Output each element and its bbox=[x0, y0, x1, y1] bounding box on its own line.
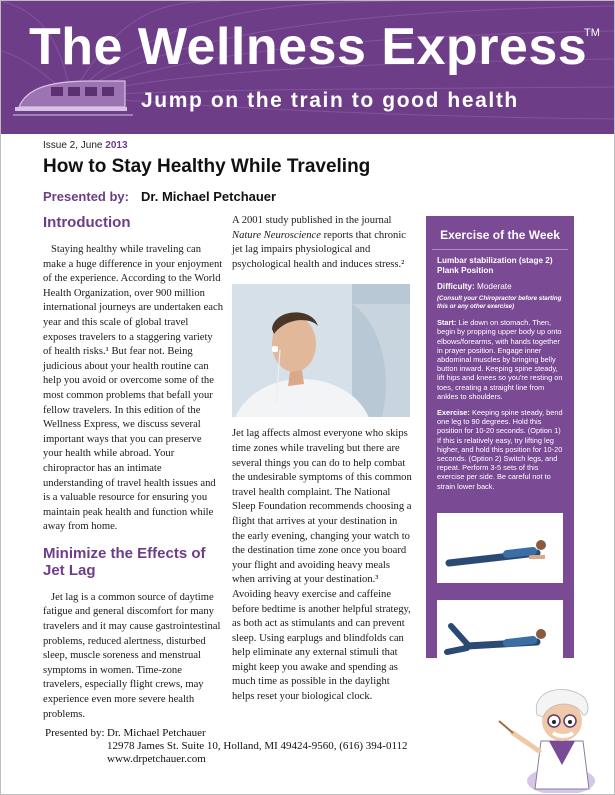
exercise-name: Lumbar stabilization (stage 2) Plank Position bbox=[437, 256, 553, 275]
footer-website[interactable]: www.drpetchauer.com bbox=[107, 753, 206, 765]
start-text: Lie down on stomach. Then, begin by propping upper body up onto elbows/forearms, with hands together in prayer position. Engage inner abdominal muscles by bringing belly button inward. Keeping spine steady, lift hips and knees so you're resting on toes, creating a straight line from ankles to shoulders. bbox=[437, 318, 563, 401]
professor-mascot-icon bbox=[491, 681, 611, 793]
exercise-text: Keeping spine steady, bend one leg to 90 degrees. Hold this position for 10-20 seconds. (Option 1) If this is relatively easy, try lifting leg higher, and hold this position for 10-20 seconds. (Option 2) Switch legs, and repeat. Perform 3-5 sets of this exercise per side. Be careful not to strain lower back. bbox=[437, 408, 563, 491]
study-text-end: reports that chronic jet lag impairs physiological and psychological health and induces stress.² bbox=[232, 229, 406, 270]
study-paragraph bbox=[232, 214, 412, 272]
trademark-symbol: TM bbox=[584, 27, 600, 39]
consult-note: (Consult your Chiropractor before starting this or any other exercise) bbox=[437, 295, 562, 311]
column-left bbox=[43, 214, 223, 722]
exercise-label: Exercise: bbox=[437, 408, 470, 418]
difficulty-label: Difficulty: bbox=[437, 282, 475, 291]
plank-leg-lift-image bbox=[437, 600, 563, 670]
traveler-photo bbox=[232, 284, 410, 417]
footer-name: Dr. Michael Petchauer bbox=[107, 727, 206, 739]
plank-photo-1 bbox=[437, 513, 563, 583]
plank-photo-2 bbox=[437, 600, 563, 670]
train-icon bbox=[13, 73, 133, 123]
footer-name-row bbox=[45, 727, 408, 740]
difficulty-value: Moderate bbox=[477, 282, 512, 291]
header-banner bbox=[1, 1, 615, 134]
intro-paragraph bbox=[43, 243, 223, 535]
column-middle bbox=[232, 214, 412, 705]
masthead-title: The Wellness Express bbox=[29, 18, 588, 76]
jetlag-text: Jet lag is a common source of daytime fatigue and general discomfort for many travelers and it may cause gastrointestinal problems, reduced alertness, disturbed sleep, muscle soreness and menstrual symptoms in women. Time-zone travelers, especially flight crews, may experience even more severe health problems. bbox=[43, 591, 221, 720]
exercise-of-week-title: Exercise of the Week bbox=[440, 228, 560, 242]
jetlag-paragraph bbox=[43, 591, 223, 722]
exercise-instructions bbox=[437, 408, 565, 491]
sleeping-traveler-image bbox=[232, 284, 410, 417]
jetlag-tips-text: Jet lag affects almost everyone who skips time zones while traveling but there are several things you can do to help combat the undesirable symptoms of this common travel health complaint. The National Sleep Foundation recommends choosing a flight that arrives at your destination in the early evening, changing your watch to the destination time zone once you board your flight and avoiding heavy meals when arriving at your destination.³ Avoiding heavy exercise and caffeine before bedtime is another helpful strategy, as both act as stimulants and can prevent sleep. Using earplugs and blindfolds can help eliminate any external stimuli that might keep you awake and spending as much time as possible in the daylight helps reset your biological clock. bbox=[232, 428, 412, 703]
intro-text: Staying healthy while traveling can make a huge difference in your enjoyment of the experience. According to the World Health Organization, over 900 million international journeys are undertaken each year and this scale of global travel exposes travelers to a staggering variety of health risks.¹ But fear not. Being judicious about your health routine can help you avoid or overcome some of the most common problems that befall your fellow travelers. In this edition of the Wellness Express, we discuss several important ways that you can preserve your health while abroad. Your chiropractor has an intimate understanding of travel health issues and is a valuable resource for ensuring you maintain peak health and function while away from home. bbox=[43, 244, 224, 533]
start-instructions bbox=[437, 318, 565, 401]
study-text-start: A 2001 study published in the journal bbox=[232, 215, 392, 226]
plank-figure-image bbox=[437, 513, 563, 583]
footer-address: 12978 James St. Suite 10, Holland, MI 49424-9560, (616) 394-0112 bbox=[107, 740, 408, 752]
footer-label: Presented by: bbox=[45, 727, 105, 739]
presented-by-label: Presented by: bbox=[43, 189, 129, 204]
issue-year: 2013 bbox=[105, 140, 128, 151]
jetlag-tips-paragraph bbox=[232, 427, 412, 704]
article-title: How to Stay Healthy While Traveling bbox=[43, 156, 371, 177]
heading-introduction: Introduction bbox=[43, 214, 131, 231]
presented-by-line bbox=[43, 189, 276, 204]
issue-label: Issue 2, June bbox=[43, 140, 103, 151]
presenter-name: Dr. Michael Petchauer bbox=[140, 189, 277, 204]
exercise-details bbox=[437, 256, 565, 491]
exercise-sidebar bbox=[426, 216, 574, 658]
sidebar-divider bbox=[432, 249, 568, 250]
footer-contact bbox=[45, 727, 408, 766]
start-label: Start: bbox=[437, 318, 457, 328]
heading-jet-lag: Minimize the Effects of Jet Lag bbox=[43, 544, 206, 579]
tagline: Jump on the train to good health bbox=[141, 89, 519, 112]
issue-line bbox=[43, 140, 128, 151]
difficulty-line bbox=[437, 282, 565, 291]
journal-name: Nature Neuroscience bbox=[232, 229, 321, 241]
